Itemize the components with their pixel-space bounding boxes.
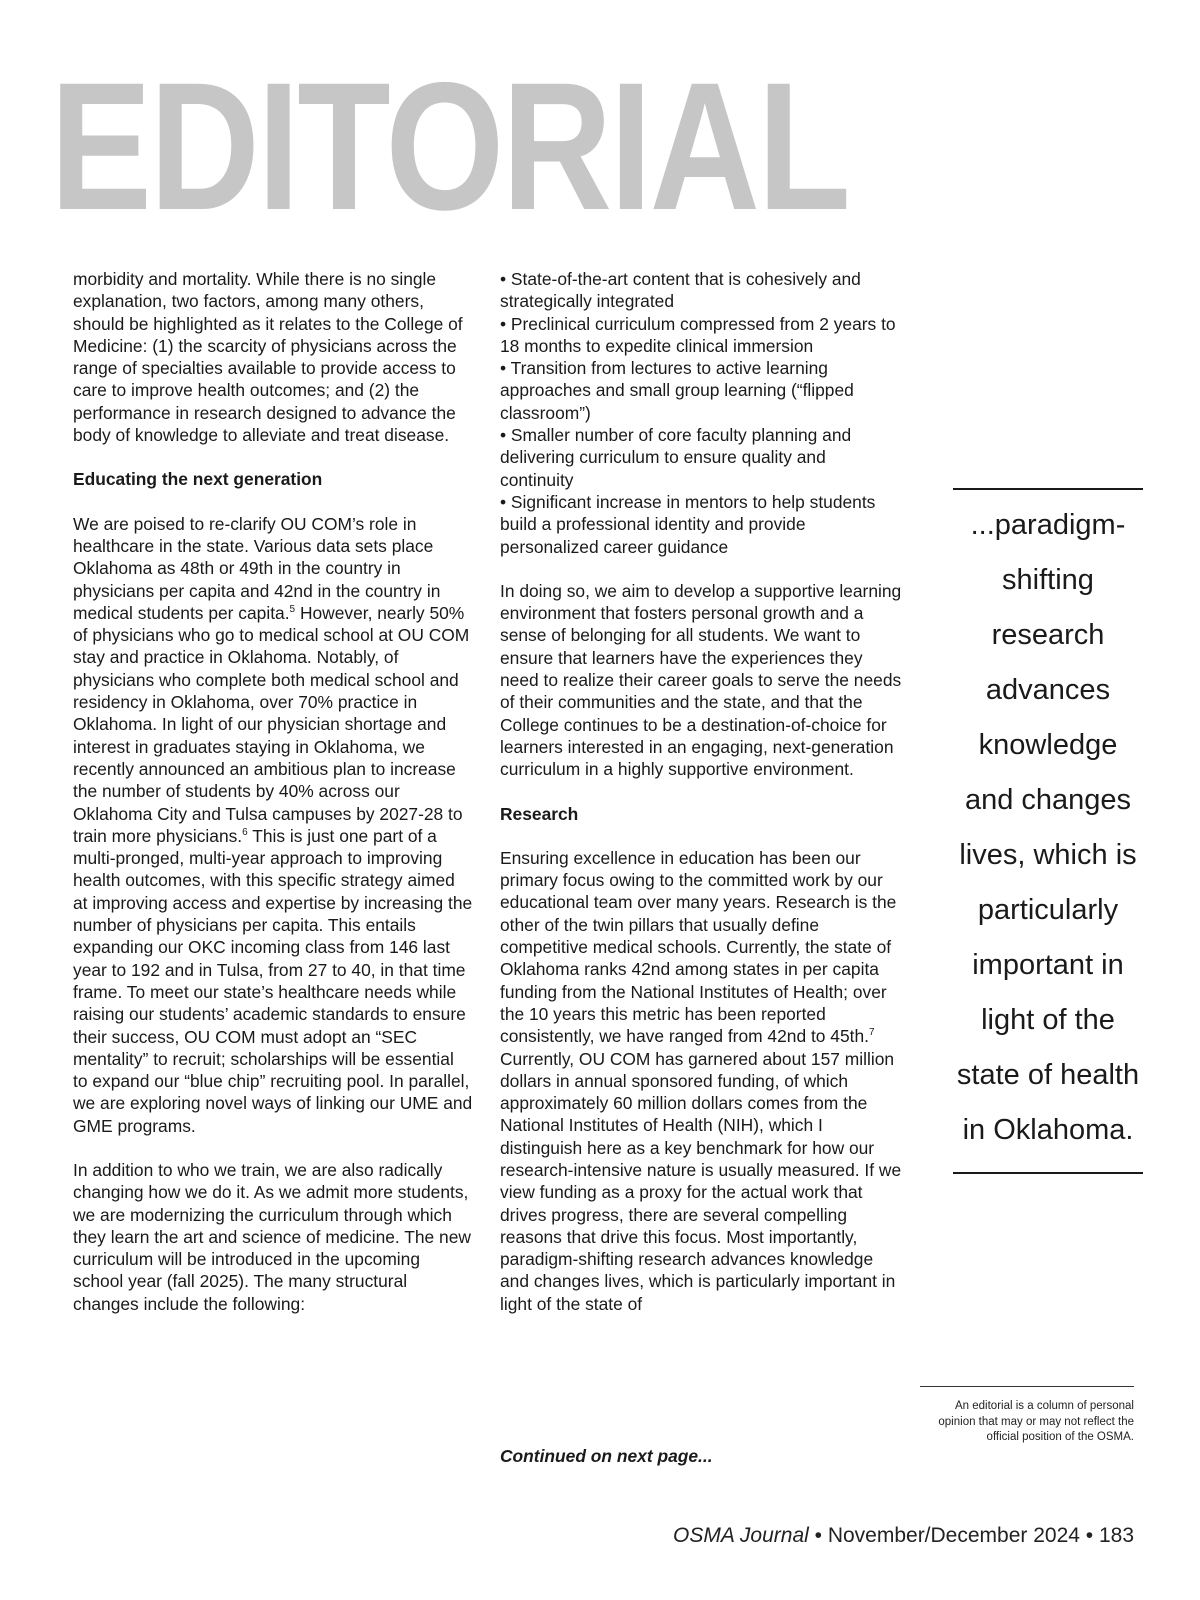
pull-quote-text: ...paradigm-shifting research advances knowledge and changes lives, which is particularly important in light of the state of health in Oklahoma. — [956, 509, 1140, 1146]
continued-note: Continued on next page... — [500, 1446, 713, 1466]
text-run: We are poised to re-clarify OU COM’s role in healthcare in the state. Various data sets place Oklahoma as 48th or 49th in the country in physicians per capita and 42nd in the country in medical students per capita. — [73, 513, 441, 623]
text-run: Currently, OU COM has garnered about 157 million dollars in annual sponsored funding, of which approximately 60 million dollars comes from the National Institutes of Health (NIH), which I distinguish here as a key benchmark for how our research-intensive nature is usually measured. If we view funding as a proxy for the actual work that drives progress, there are several compelling reasons that drive this focus. Most importantly, paradigm-shifting research advances knowledge and changes lives, which is particularly important in light of the state of — [500, 1048, 902, 1314]
paragraph — [73, 513, 473, 1137]
footnote-ref: 7 — [868, 1027, 875, 1039]
paragraph: In doing so, we aim to develop a supportive learning environment that fosters personal growth and a sense of belonging for all students. We want to ensure that learners have the experiences they need to realize their career goals to serve the needs of their communities and the state, and that the College continues to be a destination-of-choice for learners interested in an engaging, next-generation curriculum in a highly supportive environment. — [500, 580, 902, 780]
paragraph — [500, 847, 902, 1315]
bullet-item: • Transition from lectures to active learning approaches and small group learning (“flipped classroom”) — [500, 358, 854, 423]
pull-quote-rule-bottom — [953, 1172, 1143, 1174]
bullet-item: • Preclinical curriculum compressed from 2 years to 18 months to expedite clinical immersion — [500, 313, 896, 356]
footnote-ref: 5 — [289, 604, 296, 616]
article-column-right — [500, 268, 902, 1315]
journal-name: OSMA Journal — [673, 1524, 809, 1547]
issue-and-page: • November/December 2024 • 183 — [808, 1524, 1134, 1547]
section-heading: Research — [500, 803, 579, 824]
bullet-item: • State-of-the-art content that is cohesively and strategically integrated — [500, 269, 861, 312]
bullet-item: • Significant increase in mentors to help students build a professional identity and provide personalized career guidance — [500, 491, 876, 557]
paragraph: morbidity and mortality. While there is no single explanation, two factors, among many others, should be highlighted as it relates to the College of Medicine: (1) the scarcity of physicians across the range of specialties available to provide access to care to improve health outcomes; and (2) the performance in research designed to advance the body of knowledge to alleviate and treat disease. — [73, 269, 463, 446]
text-run: However, nearly 50% of physicians who go to medical school at OU COM stay and practice in Oklahoma. Notably, of physicians who complete both medical school and residency in Oklahoma, over 70% practice in Oklahoma. In light of our physician shortage and interest in graduates staying in Oklahoma, we recently announced an ambitious plan to increase the number of students by 40% across our Oklahoma City and Tulsa campuses by 2027-28 to train more physicians. — [73, 602, 470, 846]
pull-quote — [953, 488, 1143, 1174]
article-column-left — [73, 268, 473, 1315]
page-masthead: EDITORIAL — [50, 44, 849, 248]
text-run: Ensuring excellence in education has been our primary focus owing to the committed work by our educational team over many years. Research is the other of the twin pillars that usually define competitive medical schools. Currently, the state of Oklahoma ranks 42nd among states in per capita funding from the National Institutes of Health; over the 10 years this metric has been reported consistently, we have ranged from 42nd to 45th. — [500, 847, 897, 1047]
bullet-item: • Smaller number of core faculty planning and delivering curriculum to ensure quality and continuity — [500, 425, 852, 490]
section-heading: Educating the next generation — [73, 469, 323, 490]
page-footer — [673, 1524, 1134, 1548]
text-run: This is just one part of a multi-pronged, multi-year approach to improving health outcomes, with this specific strategy aimed at improving access and expertise by increasing the number of physicians per capita. This entails expanding our OKC incoming class from 146 last year to 192 and in Tulsa, from 27 to 40, in that time frame. To meet our state’s healthcare needs while raising our students’ academic standards to ensure their success, OU COM must adopt an “SEC mentality” to recruit; scholarships will be essential to expand our “blue chip” recruiting pool. In parallel, we are exploring novel ways of linking our UME and GME programs. — [73, 825, 473, 1136]
paragraph: In addition to who we train, we are also radically changing how we do it. As we admit more students, we are modernizing the curriculum through which they learn the art and science of medicine. The new curriculum will be introduced in the upcoming school year (fall 2025). The many structural changes include the following: — [73, 1159, 471, 1314]
editorial-disclaimer: An editorial is a column of personal opinion that may or may not reflect the official position of the OSMA. — [920, 1386, 1134, 1446]
footnote-ref: 6 — [242, 827, 248, 839]
